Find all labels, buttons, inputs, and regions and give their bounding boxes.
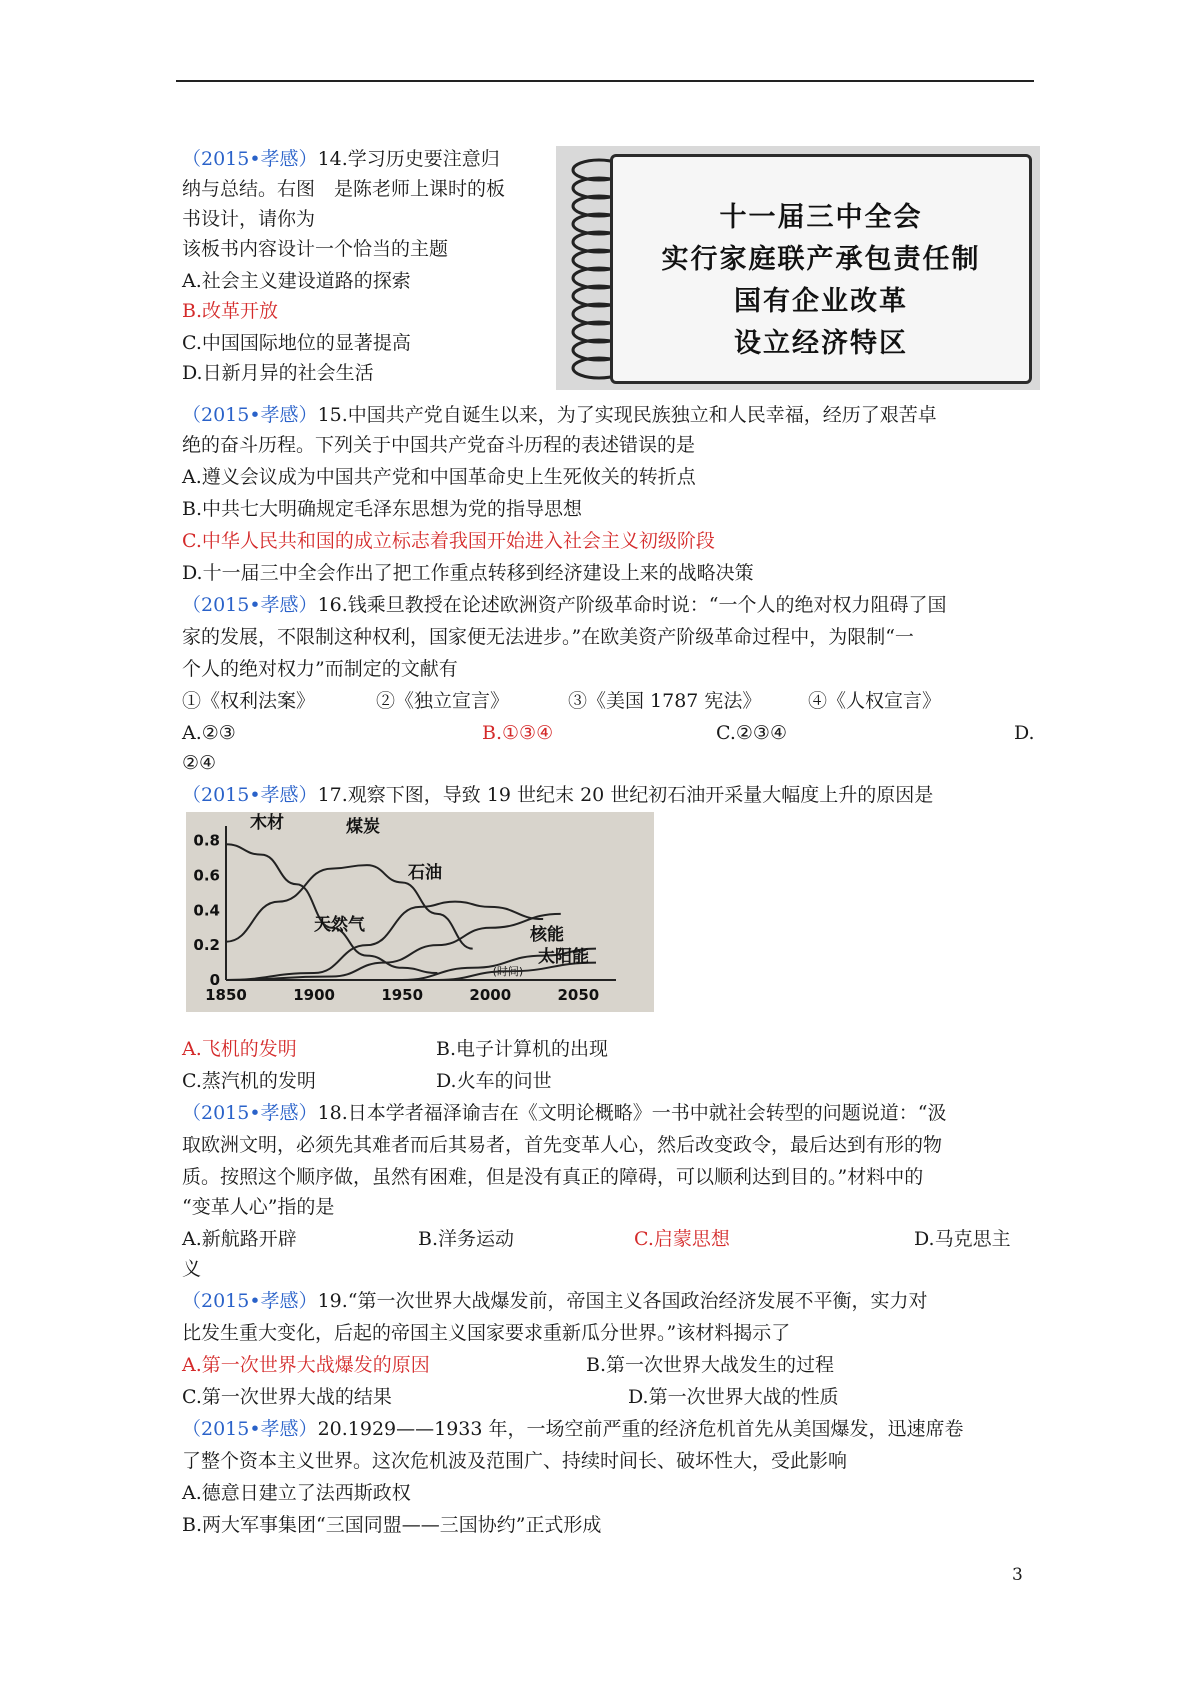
q15-option-b: B.中共七大明确规定毛泽东思想为党的指导思想 — [182, 498, 583, 520]
notebook-page — [610, 154, 1032, 384]
q20-option-a: A.德意日建立了法西斯政权 — [182, 1482, 411, 1504]
energy-chart — [186, 812, 654, 1012]
x-tick-label: 2050 — [557, 986, 600, 1004]
q18-line3: 质。按照这个顺序做，虽然有困难，但是没有真正的障碍，可以顺利达到目的。”材料中的 — [182, 1166, 924, 1188]
q18-line1: （2015•孝感）18.日本学者福泽谕吉在《文明论概略》一书中就社会转型的问题说道：“汲 — [182, 1102, 947, 1124]
x-tick-label: 2000 — [469, 986, 512, 1004]
q16-source: （2015•孝感） — [182, 594, 318, 616]
series-label: 太阳能 — [538, 947, 589, 967]
q16-line2: 家的发展，不限制这种权利，国家便无法进步。”在欧美资产阶级革命过程中，为限制“一 — [182, 626, 914, 648]
y-tick-label: 0 — [209, 971, 220, 989]
q14-option-c: C.中国国际地位的显著提高 — [182, 332, 411, 354]
board-line-2: 实行家庭联产承包责任制 — [661, 244, 981, 275]
page-number: 3 — [1012, 1565, 1023, 1585]
q14-source: （2015•孝感） — [182, 148, 318, 170]
series-label: 木材 — [250, 813, 284, 833]
q15-option-d: D.十一届三中全会作出了把工作重点转移到经济建设上来的战略决策 — [182, 562, 754, 584]
q14-line3: 书设计，请你为 — [182, 208, 316, 230]
q17-option-d: D.火车的问世 — [436, 1070, 552, 1092]
q14-line1: （2015•孝感）14.学习历史要注意归 — [182, 148, 500, 170]
energy-chart-svg — [186, 812, 654, 1012]
board-line-4: 设立经济特区 — [734, 328, 908, 359]
x-tick-label: 1900 — [293, 986, 335, 1004]
blackboard-notebook-image — [556, 146, 1040, 390]
header-rule — [176, 80, 1034, 82]
q15-option-a: A.遵义会议成为中国共产党和中国革命史上生死攸关的转折点 — [182, 466, 696, 488]
q20-option-b: B.两大军事集团“三国同盟——三国协约”正式形成 — [182, 1514, 602, 1536]
q16-option-a: A.②③ — [182, 722, 236, 744]
q14-option-d: D.日新月异的社会生活 — [182, 362, 374, 384]
q17-option-b: B.电子计算机的出现 — [436, 1038, 609, 1060]
series-label: 核能 — [530, 925, 564, 945]
q14-option-a: A.社会主义建设道路的探索 — [182, 270, 411, 292]
q16-item-1: ①《权利法案》 — [182, 690, 316, 712]
q14-line4: 该板书内容设计一个恰当的主题 — [182, 238, 449, 260]
q19-option-b: B.第一次世界大战发生的过程 — [586, 1354, 835, 1376]
series-label: 石油 — [408, 863, 442, 883]
board-line-3: 国有企业改革 — [734, 286, 908, 317]
q18-option-d-cont: 义 — [182, 1258, 202, 1280]
q17-source: （2015•孝感） — [182, 784, 318, 806]
y-tick-label: 0.6 — [193, 866, 220, 885]
q16-line3: 个人的绝对权力”而制定的文献有 — [182, 658, 458, 680]
board-line-1: 十一届三中全会 — [719, 202, 923, 233]
q18-source: （2015•孝感） — [182, 1102, 318, 1124]
q19-option-d: D.第一次世界大战的性质 — [628, 1386, 839, 1408]
q16-option-d: D. — [1014, 722, 1035, 744]
q14-line2: 纳与总结。右图 是陈老师上课时的板 — [182, 178, 506, 200]
x-tick-label: 1950 — [381, 986, 424, 1004]
x-tick-label: 1850 — [205, 986, 247, 1004]
y-tick-label: 0.2 — [193, 936, 220, 955]
q16-item-3: ③《美国 1787 宪法》 — [568, 690, 762, 712]
q17-option-a: A.飞机的发明 — [182, 1038, 297, 1060]
q18-option-d: D.马克思主 — [914, 1228, 1011, 1250]
q16-item-2: ②《独立宣言》 — [376, 690, 510, 712]
q16-line1: （2015•孝感）16.钱乘旦教授在论述欧洲资产阶级革命时说：“一个人的绝对权力阻碍了国 — [182, 594, 947, 616]
q15-line1: （2015•孝感）15.中国共产党自诞生以来，为了实现民族独立和人民幸福，经历了艰苦卓 — [182, 404, 937, 426]
q16-option-b: B.①③④ — [482, 722, 554, 744]
q17-line1: （2015•孝感）17.观察下图，导致 19 世纪末 20 世纪初石油开采量大幅度上升的原因是 — [182, 784, 934, 806]
q20-line1: （2015•孝感）20.1929——1933 年，一场空前严重的经济危机首先从美国爆发，迅速席卷 — [182, 1418, 964, 1440]
series-label: 天然气 — [314, 915, 365, 935]
q19-line1: （2015•孝感）19.“第一次世界大战爆发前，帝国主义各国政治经济发展不平衡，实力对 — [182, 1290, 928, 1312]
q18-option-b: B.洋务运动 — [418, 1228, 515, 1250]
q18-line2: 取欧洲文明，必须先其难者而后其易者，首先变革人心，然后改变政令，最后达到有形的物 — [182, 1134, 943, 1156]
q17-option-c: C.蒸汽机的发明 — [182, 1070, 316, 1092]
q19-option-c: C.第一次世界大战的结果 — [182, 1386, 392, 1408]
q20-source: （2015•孝感） — [182, 1418, 318, 1440]
q19-option-a: A.第一次世界大战爆发的原因 — [182, 1354, 430, 1376]
q18-option-a: A.新航路开辟 — [182, 1228, 297, 1250]
y-tick-label: 0.8 — [193, 831, 220, 850]
q19-line2: 比发生重大变化，后起的帝国主义国家要求重新瓜分世界。”该材料揭示了 — [182, 1322, 791, 1344]
series-label: 煤炭 — [346, 817, 380, 837]
q14-option-b: B.改革开放 — [182, 300, 279, 322]
q18-line4: “变革人心”指的是 — [182, 1196, 335, 1218]
q16-option-c: C.②③④ — [716, 722, 787, 744]
q18-option-c: C.启蒙思想 — [634, 1228, 730, 1250]
q20-line2: 了整个资本主义世界。这次危机波及范围广、持续时间长、破坏性大，受此影响 — [182, 1450, 848, 1472]
q15-line2: 绝的奋斗历程。下列关于中国共产党奋斗历程的表述错误的是 — [182, 434, 696, 456]
series-line-木材 — [226, 844, 437, 973]
x-axis-label: (时间) — [492, 965, 524, 978]
q15-option-c: C.中华人民共和国的成立标志着我国开始进入社会主义初级阶段 — [182, 530, 715, 552]
q15-source: （2015•孝感） — [182, 404, 318, 426]
y-tick-label: 0.4 — [193, 901, 220, 920]
q19-source: （2015•孝感） — [182, 1290, 318, 1312]
q16-item-4: ④《人权宣言》 — [808, 690, 942, 712]
q16-option-d-cont: ②④ — [182, 752, 217, 774]
